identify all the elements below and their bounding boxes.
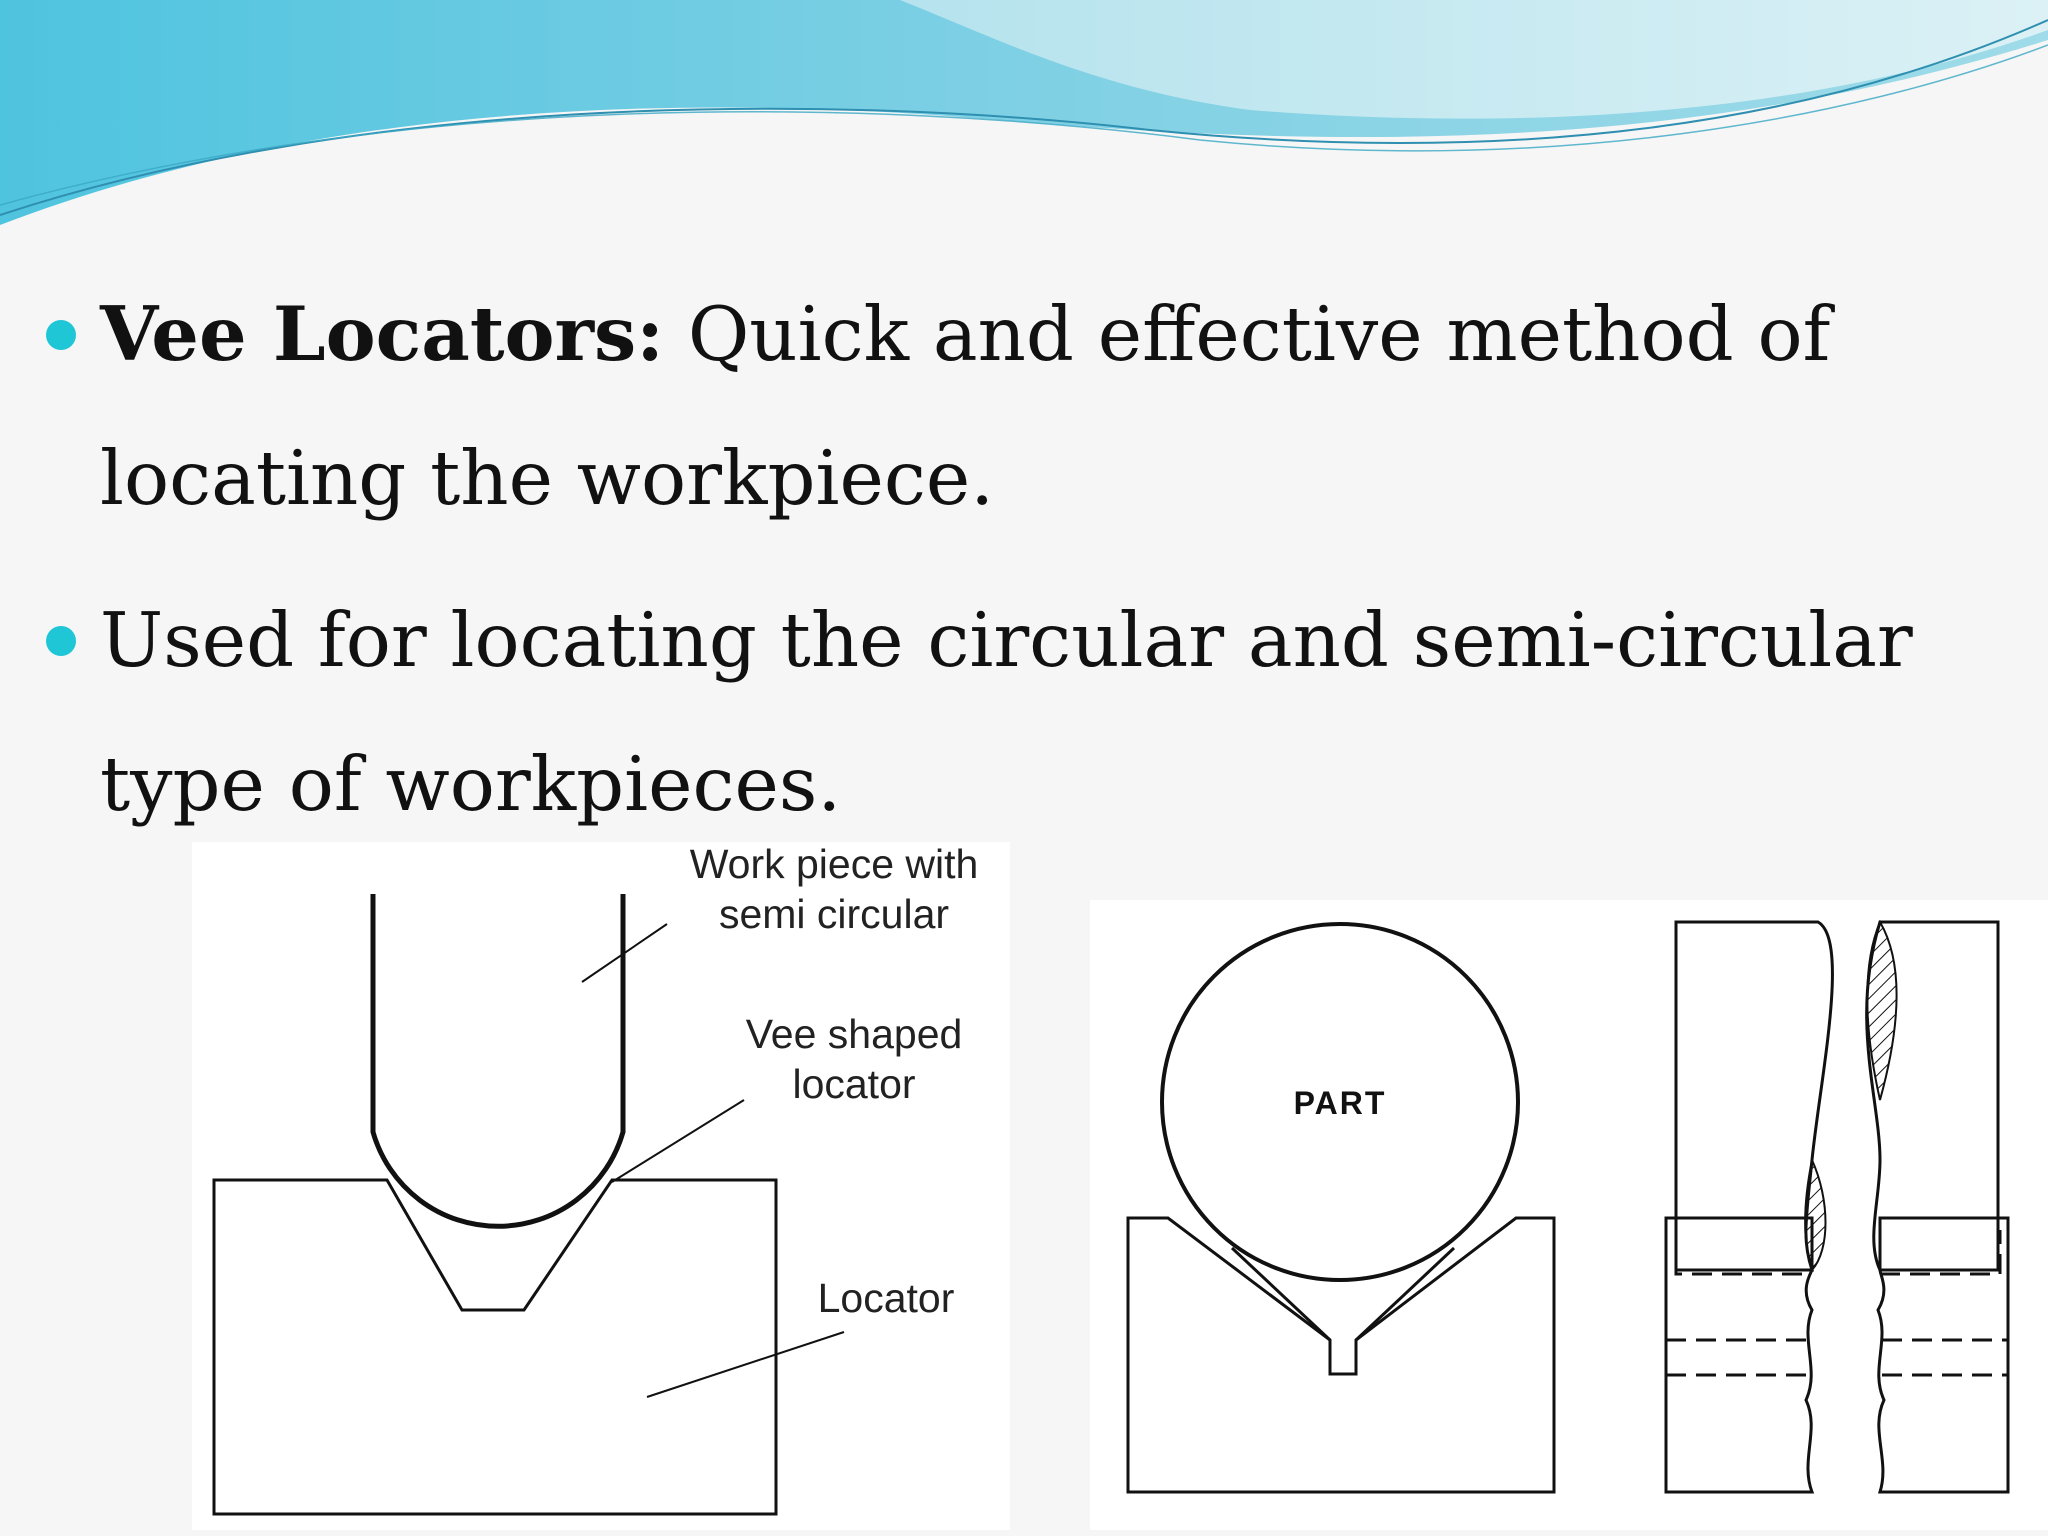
bullet-dot-icon <box>46 626 76 656</box>
bullet-list <box>44 262 2024 874</box>
part-label: PART <box>1293 1085 1387 1121</box>
label-locator: Locator <box>817 1275 955 1321</box>
vee-locator-diagram <box>192 842 1010 1530</box>
bullet-item-usage <box>44 568 2024 856</box>
header-wave-decoration <box>0 0 2048 240</box>
bullet-heading: Vee Locators: <box>100 290 664 378</box>
bullet-text: Used for locating the circular and semi-circular type of workpieces. <box>100 596 1913 828</box>
bullet-item-vee-locators <box>44 262 2024 550</box>
bullet-text: Quick and effective method of locating the workpiece. <box>100 290 1831 522</box>
part-on-vee-block-diagram <box>1090 900 2048 1530</box>
label-vee-line1: Vee shaped <box>745 1011 963 1057</box>
bullet-dot-icon <box>46 320 76 350</box>
label-workpiece-line1: Work piece with <box>689 842 979 887</box>
label-vee-line2: locator <box>792 1061 916 1107</box>
label-workpiece-line2: semi circular <box>718 891 950 937</box>
